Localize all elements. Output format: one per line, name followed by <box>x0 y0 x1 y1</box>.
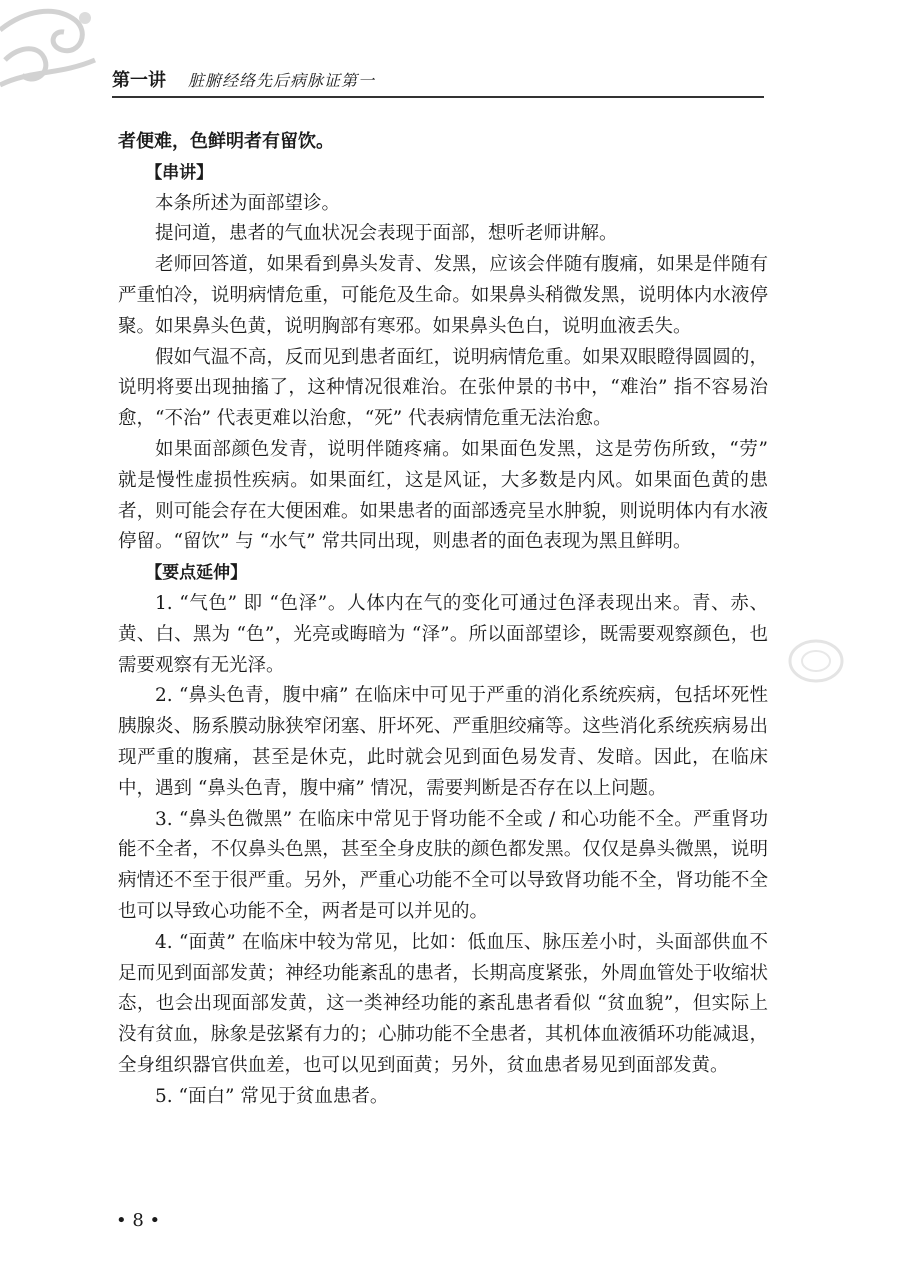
paragraph: 老师回答道，如果看到鼻头发青、发黑，应该会伴随有腹痛，如果是伴随有严重怕冷，说明病情危重，可能危及生命。如果鼻头稍微发黑，说明体内水液停聚。如果鼻头色黄，说明胸部有寒邪。如果鼻头色白，说明血液丢失。 <box>118 254 768 337</box>
page-number: • 8 • <box>116 1210 161 1231</box>
paragraph: 本条所述为面部望诊。 <box>155 192 341 214</box>
paragraph: 如果面部颜色发青，说明伴随疼痛。如果面色发黑，这是劳伤所致，“劳” 就是慢性虚损性疾病。如果面红，这是风证，大多数是内风。如果面色黄的患者，则可能会存在大便困难。如果患者的面部透亮呈水肿貌，则说明体内有水液停留。“留饮” 与 “水气” 常共同出现，则患者的面色表现为黑且鲜明。 <box>118 438 768 553</box>
list-item: 3. “鼻头色微黑” 在临床中常见于肾功能不全或 / 和心功能不全。严重肾功能不全者，不仅鼻头色黑，甚至全身皮肤的颜色都发黑。仅仅是鼻头微黑，说明病情还不至于很严重。另外，严重心功能不全可以导致肾功能不全，肾功能不全也可以导致心功能不全，两者是可以并见的。 <box>118 808 768 922</box>
corner-ornament <box>0 0 110 95</box>
header-rule <box>112 96 764 98</box>
paragraph: 假如气温不高，反而见到患者面红，说明病情危重。如果双眼瞪得圆圆的，说明将要出现抽搐了，这种情况很难治。在张仲景的书中，“难治” 指不容易治愈，“不治” 代表更难以治愈，“死” 代表病情危重无法治愈。 <box>118 346 768 430</box>
lecture-number: 第一讲 <box>112 70 166 91</box>
list-item: 1. “气色” 即 “色泽”。人体内在气的变化可通过色泽表现出来。青、赤、黄、白、黑为 “色”，光亮或晦暗为 “泽”。所以面部望诊，既需要观察颜色，也需要观察有无光泽。 <box>118 592 768 676</box>
list-item: 4. “面黄” 在临床中较为常见，比如：低血压、脉压差小时，头面部供血不足而见到面部发黄；神经功能紊乱的患者，长期高度紧张，外周血管处于收缩状态，也会出现面部发黄，这一类神经功能的紊乱患者看似 “贫血貌”，但实际上没有贫血，脉象是弦紧有力的；心肺功能不全患者，其机体血液循环功能减退，全身组织器官供血差，也可以见到面黄；另外，贫血患者易见到面部发黄。 <box>118 931 768 1076</box>
paragraph: 提问道，患者的气血状况会表现于面部，想听老师讲解。 <box>155 223 618 245</box>
section-heading-chuanjiang: 【串讲】 <box>145 162 214 183</box>
chapter-title: 脏腑经络先后病脉证第一 <box>188 71 376 90</box>
section-heading-yaodian: 【要点延伸】 <box>145 563 248 584</box>
continued-line: 者便难，色鲜明者有留饮。 <box>118 131 334 152</box>
page-body <box>118 127 768 1113</box>
list-item: 2. “鼻头色青，腹中痛” 在临床中可见于严重的消化系统疾病，包括坏死性胰腺炎、肠系膜动脉狭窄闭塞、肝坏死、严重胆绞痛等。这些消化系统疾病易出现严重的腹痛，甚至是休克，此时就会见到面色易发青、发暗。因此，在临床中，遇到 “鼻头色青，腹中痛” 情况，需要判断是否存在以上问题。 <box>118 685 768 799</box>
list-item: 5. “面白” 常见于贫血患者。 <box>155 1085 389 1107</box>
running-header <box>112 64 764 98</box>
seal-watermark-icon <box>786 636 846 686</box>
